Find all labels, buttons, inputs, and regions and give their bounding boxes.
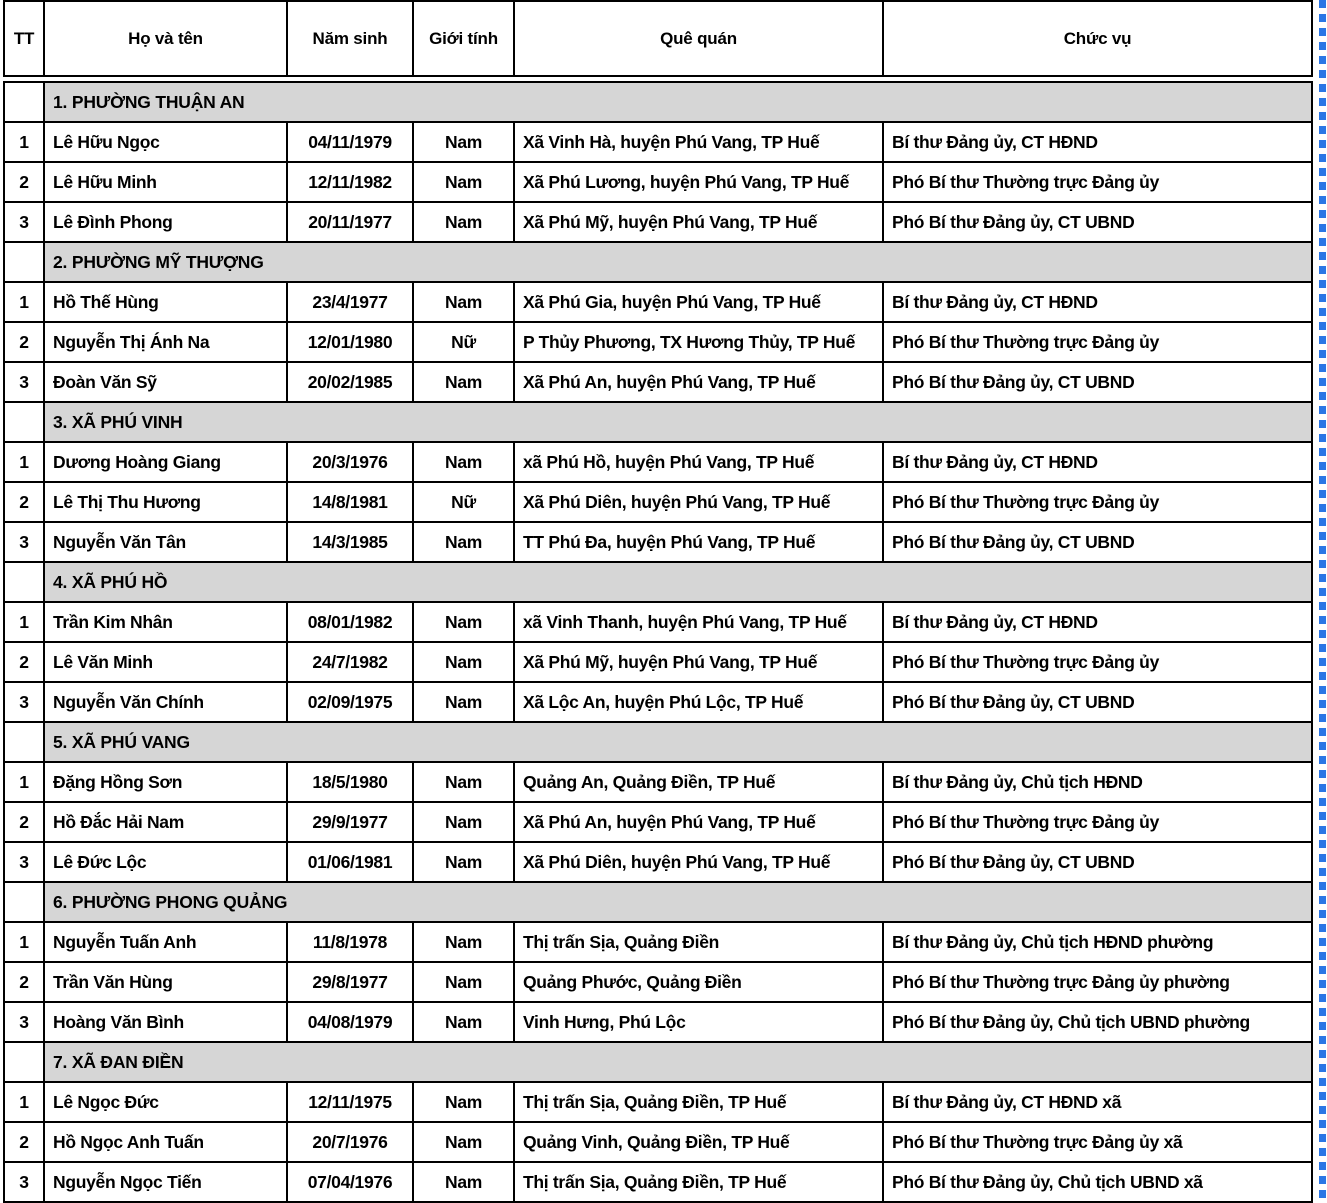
table-row (4, 162, 1312, 202)
cell-hometown[interactable]: Quảng Vinh, Quảng Điền, TP Huế (514, 1122, 883, 1162)
table-header (3, 0, 1313, 77)
cell-hometown[interactable]: Vinh Hưng, Phú Lộc (514, 1002, 883, 1042)
cell-name[interactable]: Hồ Đắc Hải Nam (44, 802, 287, 842)
cell-position[interactable]: Bí thư Đảng ủy, Chủ tịch HĐND (883, 762, 1312, 802)
cell-birth[interactable]: 23/4/1977 (287, 282, 413, 322)
cell-birth[interactable]: 08/01/1982 (287, 602, 413, 642)
cell-tt[interactable]: 1 (4, 442, 44, 482)
cell-gender[interactable]: Nam (413, 842, 514, 882)
cell-birth[interactable]: 01/06/1981 (287, 842, 413, 882)
table-row (4, 842, 1312, 882)
section-blank-cell[interactable] (4, 562, 44, 602)
table-row (4, 482, 1312, 522)
header-cell-name[interactable]: Họ và tên (44, 1, 287, 76)
cell-position[interactable]: Phó Bí thư Thường trực Đảng ủy xã (883, 1122, 1312, 1162)
cell-birth[interactable]: 04/08/1979 (287, 1002, 413, 1042)
cell-name[interactable]: Đặng Hồng Sơn (44, 762, 287, 802)
cell-tt[interactable]: 3 (4, 842, 44, 882)
cell-position[interactable]: Phó Bí thư Thường trực Đảng ủy phường (883, 962, 1312, 1002)
section-title-cell[interactable]: 6. PHƯỜNG PHONG QUẢNG (44, 882, 1312, 922)
cell-position[interactable]: Phó Bí thư Đảng ủy, CT UBND (883, 682, 1312, 722)
cell-tt[interactable]: 2 (4, 642, 44, 682)
cell-name[interactable]: Nguyễn Tuấn Anh (44, 922, 287, 962)
cell-gender[interactable]: Nam (413, 442, 514, 482)
table-row (4, 522, 1312, 562)
cell-gender[interactable]: Nam (413, 1122, 514, 1162)
cell-name[interactable]: Lê Văn Minh (44, 642, 287, 682)
cell-gender[interactable]: Nam (413, 1002, 514, 1042)
cell-hometown[interactable]: Xã Phú Mỹ, huyện Phú Vang, TP Huế (514, 202, 883, 242)
cell-birth[interactable]: 12/11/1982 (287, 162, 413, 202)
cell-tt[interactable]: 1 (4, 762, 44, 802)
cell-position[interactable]: Bí thư Đảng ủy, CT HĐND xã (883, 1082, 1312, 1122)
section-header-row (4, 402, 1312, 442)
cell-birth[interactable]: 24/7/1982 (287, 642, 413, 682)
cell-gender[interactable]: Nam (413, 282, 514, 322)
cell-name[interactable]: Nguyễn Văn Tân (44, 522, 287, 562)
table-row (4, 1002, 1312, 1042)
cell-name[interactable]: Trần Văn Hùng (44, 962, 287, 1002)
section-blank-cell[interactable] (4, 82, 44, 122)
cell-tt[interactable]: 2 (4, 322, 44, 362)
cell-gender[interactable]: Nữ (413, 482, 514, 522)
cell-birth[interactable]: 12/11/1975 (287, 1082, 413, 1122)
section-title-cell[interactable]: 4. XÃ PHÚ HỒ (44, 562, 1312, 602)
header-cell-position[interactable]: Chức vụ (883, 1, 1312, 76)
table-body (3, 81, 1313, 1203)
cell-gender[interactable]: Nam (413, 362, 514, 402)
table-row (4, 642, 1312, 682)
cell-hometown[interactable]: Thị trấn Sịa, Quảng Điền, TP Huế (514, 1082, 883, 1122)
section-title-cell[interactable]: 2. PHƯỜNG MỸ THƯỢNG (44, 242, 1312, 282)
cell-birth[interactable]: 20/11/1977 (287, 202, 413, 242)
cell-birth[interactable]: 29/8/1977 (287, 962, 413, 1002)
table-row (4, 362, 1312, 402)
table-row (4, 682, 1312, 722)
section-header-row (4, 722, 1312, 762)
page-break-dashed-line (1319, 0, 1326, 1200)
cell-tt[interactable]: 1 (4, 602, 44, 642)
section-title-cell[interactable]: 3. XÃ PHÚ VINH (44, 402, 1312, 442)
cell-name[interactable]: Dương Hoàng Giang (44, 442, 287, 482)
cell-position[interactable]: Bí thư Đảng ủy, Chủ tịch HĐND phường (883, 922, 1312, 962)
table-row (4, 442, 1312, 482)
header-cell-birth[interactable]: Năm sinh (287, 1, 413, 76)
cell-hometown[interactable]: Xã Phú Gia, huyện Phú Vang, TP Huế (514, 282, 883, 322)
table-row (4, 322, 1312, 362)
table-row (4, 762, 1312, 802)
section-blank-cell[interactable] (4, 1042, 44, 1082)
header-cell-gender[interactable]: Giới tính (413, 1, 514, 76)
cell-tt[interactable]: 3 (4, 1002, 44, 1042)
section-blank-cell[interactable] (4, 882, 44, 922)
cell-birth[interactable]: 04/11/1979 (287, 122, 413, 162)
cell-position[interactable]: Phó Bí thư Đảng ủy, Chủ tịch UBND phường (883, 1002, 1312, 1042)
table-row (4, 922, 1312, 962)
cell-name[interactable]: Trần Kim Nhân (44, 602, 287, 642)
section-blank-cell[interactable] (4, 402, 44, 442)
table-row (4, 802, 1312, 842)
cell-tt[interactable]: 1 (4, 282, 44, 322)
table-row (4, 282, 1312, 322)
cell-position[interactable]: Phó Bí thư Thường trực Đảng ủy (883, 802, 1312, 842)
cell-name[interactable]: Lê Ngọc Đức (44, 1082, 287, 1122)
cell-position[interactable]: Phó Bí thư Thường trực Đảng ủy (883, 162, 1312, 202)
cell-tt[interactable]: 3 (4, 202, 44, 242)
personnel-table (3, 0, 1313, 1203)
table-row (4, 122, 1312, 162)
cell-position[interactable]: Phó Bí thư Đảng ủy, Chủ tịch UBND xã (883, 1162, 1312, 1202)
section-title-cell[interactable]: 1. PHƯỜNG THUẬN AN (44, 82, 1312, 122)
header-row (4, 1, 1312, 76)
section-header-row (4, 242, 1312, 282)
cell-tt[interactable]: 3 (4, 682, 44, 722)
header-cell-hometown[interactable]: Quê quán (514, 1, 883, 76)
cell-gender[interactable]: Nam (413, 162, 514, 202)
table-rows-container (4, 82, 1312, 1202)
cell-name[interactable]: Nguyễn Thị Ánh Na (44, 322, 287, 362)
cell-name[interactable]: Lê Hữu Minh (44, 162, 287, 202)
cell-name[interactable]: Lê Hữu Ngọc (44, 122, 287, 162)
cell-name[interactable]: Nguyễn Văn Chính (44, 682, 287, 722)
cell-hometown[interactable]: Xã Phú An, huyện Phú Vang, TP Huế (514, 362, 883, 402)
cell-tt[interactable]: 3 (4, 362, 44, 402)
cell-position[interactable]: Phó Bí thư Thường trực Đảng ủy (883, 482, 1312, 522)
cell-tt[interactable]: 1 (4, 1082, 44, 1122)
cell-position[interactable]: Bí thư Đảng ủy, CT HĐND (883, 602, 1312, 642)
cell-hometown[interactable]: Quảng Phước, Quảng Điền (514, 962, 883, 1002)
cell-birth[interactable]: 18/5/1980 (287, 762, 413, 802)
cell-position[interactable]: Phó Bí thư Đảng ủy, CT UBND (883, 842, 1312, 882)
cell-hometown[interactable]: Thị trấn Sịa, Quảng Điền, TP Huế (514, 1162, 883, 1202)
cell-position[interactable]: Phó Bí thư Đảng ủy, CT UBND (883, 202, 1312, 242)
cell-tt[interactable]: 2 (4, 802, 44, 842)
section-header-row (4, 82, 1312, 122)
cell-hometown[interactable]: xã Phú Hồ, huyện Phú Vang, TP Huế (514, 442, 883, 482)
cell-tt[interactable]: 2 (4, 482, 44, 522)
cell-birth[interactable]: 14/3/1985 (287, 522, 413, 562)
cell-name[interactable]: Hoàng Văn Bình (44, 1002, 287, 1042)
table-row (4, 962, 1312, 1002)
cell-hometown[interactable]: Xã Phú Diên, huyện Phú Vang, TP Huế (514, 482, 883, 522)
section-header-row (4, 562, 1312, 602)
cell-hometown[interactable]: Xã Phú An, huyện Phú Vang, TP Huế (514, 802, 883, 842)
section-title-cell[interactable]: 7. XÃ ĐAN ĐIỀN (44, 1042, 1312, 1082)
cell-birth[interactable]: 20/7/1976 (287, 1122, 413, 1162)
cell-position[interactable]: Bí thư Đảng ủy, CT HĐND (883, 442, 1312, 482)
cell-position[interactable]: Phó Bí thư Đảng ủy, CT UBND (883, 522, 1312, 562)
cell-name[interactable]: Lê Đức Lộc (44, 842, 287, 882)
table-row (4, 602, 1312, 642)
cell-tt[interactable]: 1 (4, 122, 44, 162)
section-blank-cell[interactable] (4, 722, 44, 762)
cell-gender[interactable]: Nam (413, 522, 514, 562)
cell-name[interactable]: Hồ Thế Hùng (44, 282, 287, 322)
cell-birth[interactable]: 20/3/1976 (287, 442, 413, 482)
cell-hometown[interactable]: xã Vinh Thanh, huyện Phú Vang, TP Huế (514, 602, 883, 642)
cell-hometown[interactable]: P Thủy Phương, TX Hương Thủy, TP Huế (514, 322, 883, 362)
cell-birth[interactable]: 12/01/1980 (287, 322, 413, 362)
cell-gender[interactable]: Nam (413, 962, 514, 1002)
cell-gender[interactable]: Nam (413, 602, 514, 642)
cell-position[interactable]: Bí thư Đảng ủy, CT HĐND (883, 282, 1312, 322)
cell-tt[interactable]: 2 (4, 962, 44, 1002)
cell-birth[interactable]: 02/09/1975 (287, 682, 413, 722)
cell-birth[interactable]: 29/9/1977 (287, 802, 413, 842)
section-header-row (4, 1042, 1312, 1082)
cell-gender[interactable]: Nam (413, 642, 514, 682)
cell-tt[interactable]: 2 (4, 162, 44, 202)
cell-hometown[interactable]: Xã Phú Lương, huyện Phú Vang, TP Huế (514, 162, 883, 202)
section-title-cell[interactable]: 5. XÃ PHÚ VANG (44, 722, 1312, 762)
cell-gender[interactable]: Nam (413, 802, 514, 842)
cell-name[interactable]: Lê Đình Phong (44, 202, 287, 242)
cell-tt[interactable]: 2 (4, 1122, 44, 1162)
cell-name[interactable]: Đoàn Văn Sỹ (44, 362, 287, 402)
cell-gender[interactable]: Nam (413, 202, 514, 242)
header-cell-tt[interactable]: TT (4, 1, 44, 76)
table-row (4, 202, 1312, 242)
cell-gender[interactable]: Nam (413, 1162, 514, 1202)
cell-birth[interactable]: 07/04/1976 (287, 1162, 413, 1202)
cell-birth[interactable]: 20/02/1985 (287, 362, 413, 402)
cell-hometown[interactable]: Thị trấn Sịa, Quảng Điền (514, 922, 883, 962)
cell-gender[interactable]: Nam (413, 1082, 514, 1122)
section-blank-cell[interactable] (4, 242, 44, 282)
cell-name[interactable]: Nguyễn Ngọc Tiến (44, 1162, 287, 1202)
section-header-row (4, 882, 1312, 922)
cell-hometown[interactable]: Xã Phú Mỹ, huyện Phú Vang, TP Huế (514, 642, 883, 682)
cell-gender[interactable]: Nữ (413, 322, 514, 362)
cell-gender[interactable]: Nam (413, 122, 514, 162)
cell-name[interactable]: Hồ Ngọc Anh Tuấn (44, 1122, 287, 1162)
cell-position[interactable]: Phó Bí thư Thường trực Đảng ủy (883, 322, 1312, 362)
cell-hometown[interactable]: TT Phú Đa, huyện Phú Vang, TP Huế (514, 522, 883, 562)
cell-position[interactable]: Phó Bí thư Thường trực Đảng ủy (883, 642, 1312, 682)
cell-hometown[interactable]: Quảng An, Quảng Điền, TP Huế (514, 762, 883, 802)
table-row (4, 1162, 1312, 1202)
cell-gender[interactable]: Nam (413, 922, 514, 962)
cell-gender[interactable]: Nam (413, 762, 514, 802)
cell-hometown[interactable]: Xã Vinh Hà, huyện Phú Vang, TP Huế (514, 122, 883, 162)
cell-tt[interactable]: 3 (4, 1162, 44, 1202)
cell-tt[interactable]: 1 (4, 922, 44, 962)
table-row (4, 1082, 1312, 1122)
cell-birth[interactable]: 14/8/1981 (287, 482, 413, 522)
cell-gender[interactable]: Nam (413, 682, 514, 722)
table-row (4, 1122, 1312, 1162)
cell-hometown[interactable]: Xã Lộc An, huyện Phú Lộc, TP Huế (514, 682, 883, 722)
cell-position[interactable]: Bí thư Đảng ủy, CT HĐND (883, 122, 1312, 162)
cell-birth[interactable]: 11/8/1978 (287, 922, 413, 962)
cell-tt[interactable]: 3 (4, 522, 44, 562)
cell-name[interactable]: Lê Thị Thu Hương (44, 482, 287, 522)
cell-hometown[interactable]: Xã Phú Diên, huyện Phú Vang, TP Huế (514, 842, 883, 882)
cell-position[interactable]: Phó Bí thư Đảng ủy, CT UBND (883, 362, 1312, 402)
